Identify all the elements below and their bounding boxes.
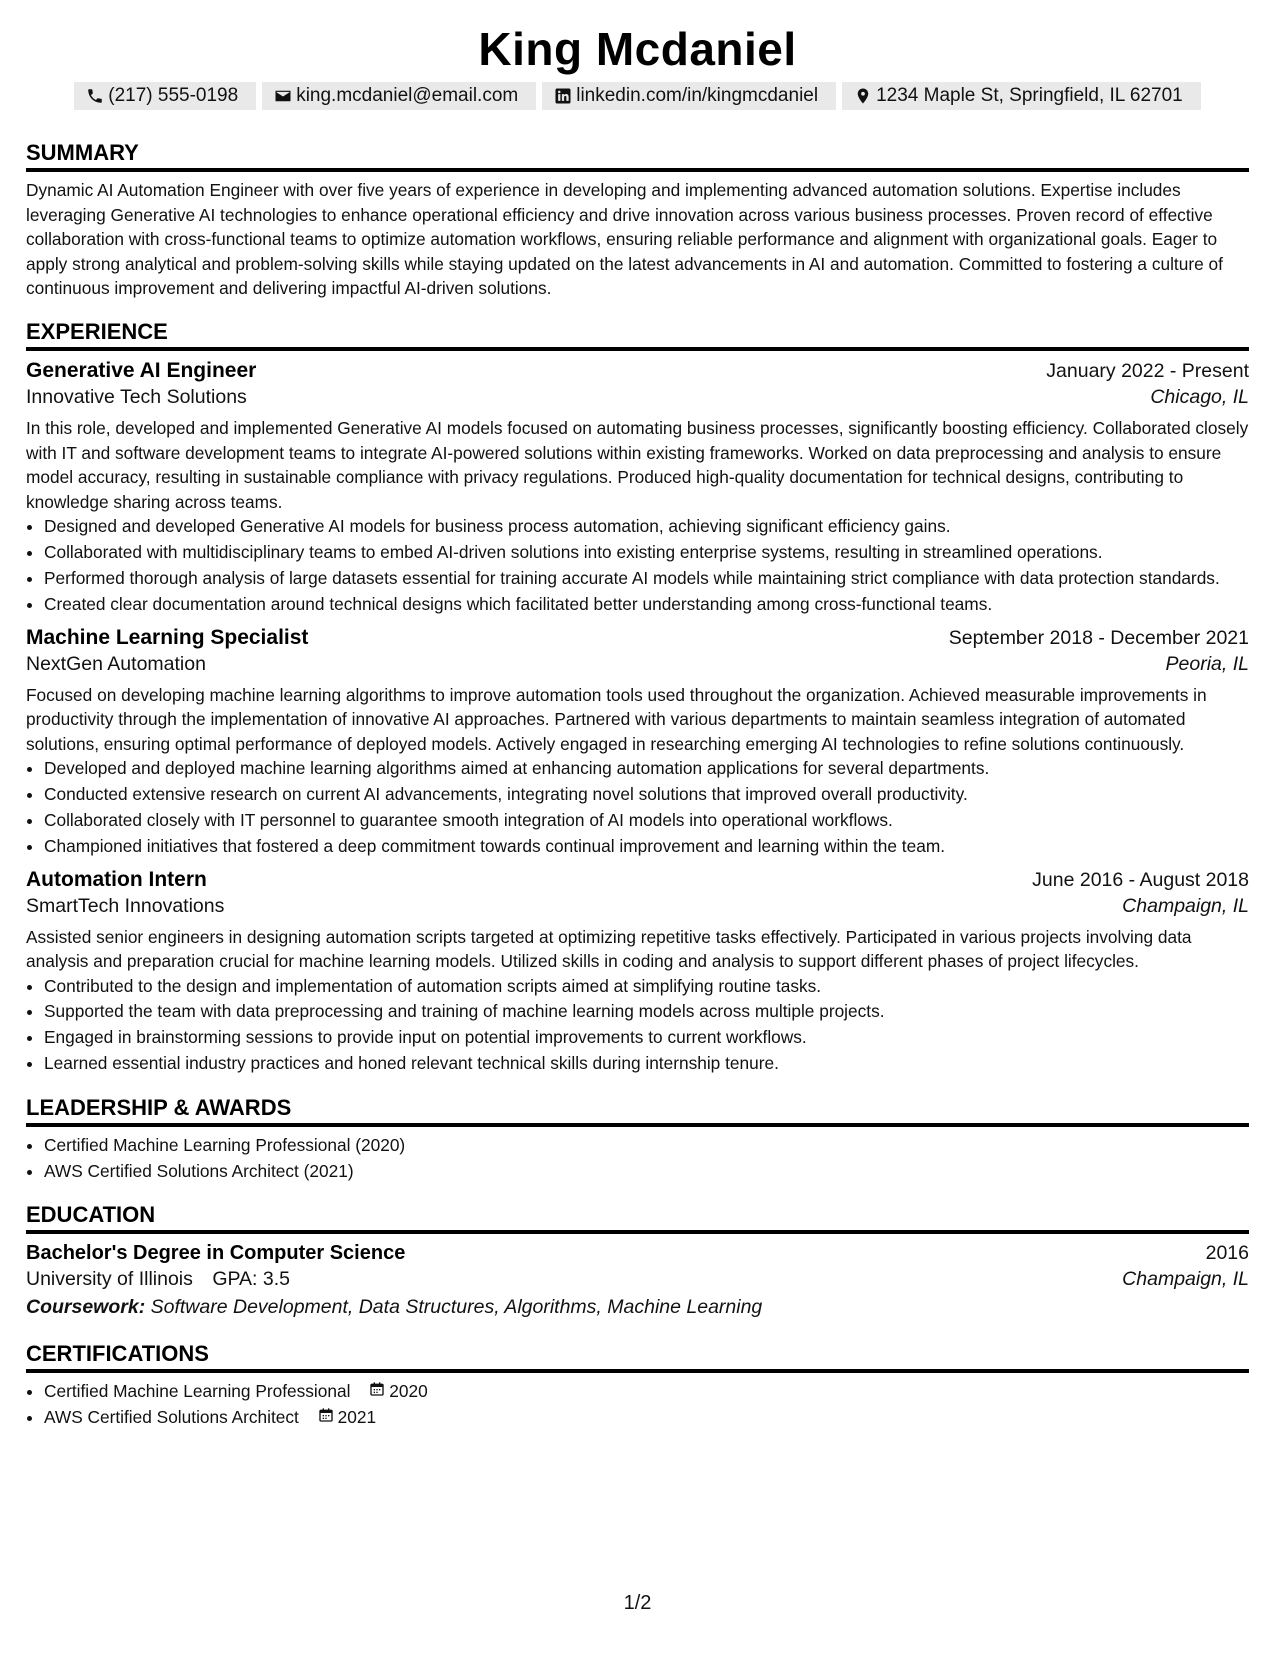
resume-page [0, 22, 1275, 1431]
coursework-label: Coursework: [26, 1296, 146, 1319]
awards-list [26, 1133, 1249, 1185]
gpa: GPA: 3.5 [212, 1268, 290, 1291]
certifications-list [26, 1379, 1249, 1431]
summary-text: Dynamic AI Automation Engineer with over five years of experience in developing and implementing advanced automation solutions. Expertise includes leveraging Generative AI technologies to enhance operational efficiency and drive innovation across various business processes. Proven record of effective collaboration with cross-functional teams to optimize automation workflows, ensuring reliable performance and alignment with organizational goals. Eager to apply strong analytical and problem-solving skills while staying updated on the latest advancements in AI and automation. Committed to fostering a culture of continuous improvement and delivering impactful AI-driven solutions. [26, 180, 1223, 299]
education-heading: EDUCATION [26, 1202, 1249, 1234]
list-item: • Performed thorough analysis of large datasets essential for training accurate AI models while maintaining strict compliance with data protection standards. [44, 566, 1249, 592]
list-item: • Developed and deployed machine learning algorithms aimed at enhancing automation applications for several departments. [44, 756, 1249, 782]
contact-address [842, 82, 1201, 110]
certification-year: 2020 [389, 1381, 428, 1402]
certification-name: Certified Machine Learning Professional [44, 1381, 351, 1402]
company-name: NextGen Automation [26, 652, 206, 675]
job-bullets [26, 514, 1249, 617]
list-item: • AWS Certified Solutions Architect (2021) [44, 1159, 1249, 1185]
degree-title: Bachelor's Degree in Computer Science [26, 1242, 406, 1265]
list-item: • Contributed to the design and implementation of automation scripts aimed at simplifying routine tasks. [44, 974, 1249, 1000]
candidate-name: King Mcdaniel [478, 23, 797, 75]
list-item: • Learned essential industry practices and honed relevant technical skills during internship tenure. [44, 1051, 1249, 1077]
envelope-icon [274, 87, 292, 105]
job-description: In this role, developed and implemented Generative AI models focused on automating business processes, significantly boosting efficiency. Collaborated closely with IT and software development teams to integrate AI-powered solutions within existing frameworks. Worked on data preprocessing and analysis to ensure model accuracy, resulting in sustainable compliance with privacy regulations. Produced high-quality documentation for technical designs, contributing to knowledge sharing across teams. [26, 417, 1249, 512]
job-title: Machine Learning Specialist [26, 625, 309, 649]
job-bullets [26, 974, 1249, 1077]
linkedin-icon [554, 87, 572, 105]
contact-phone[interactable] [74, 82, 256, 110]
summary-heading: SUMMARY [26, 140, 1249, 172]
job-dates: June 2016 - August 2018 [1032, 868, 1249, 891]
awards-heading: LEADERSHIP & AWARDS [26, 1095, 1249, 1127]
job-location: Peoria, IL [1165, 652, 1249, 675]
calendar-icon [318, 1405, 334, 1431]
list-item: • Certified Machine Learning Professional (2020) [44, 1133, 1249, 1159]
job-location: Champaign, IL [1122, 894, 1249, 917]
list-item: • Collaborated with multidisciplinary teams to embed AI-driven solutions into existing enterprise systems, resulting in streamlined operations. [44, 540, 1249, 566]
list-item: • Championed initiatives that fostered a deep commitment towards continual improvement and learning within the team. [44, 834, 1249, 860]
experience-heading: EXPERIENCE [26, 319, 1249, 351]
job-entry [26, 626, 1249, 860]
address-text: 1234 Maple St, Springfield, IL 62701 [876, 85, 1183, 106]
job-title: Generative AI Engineer [26, 358, 257, 382]
calendar-icon [369, 1379, 385, 1405]
list-item: • Conducted extensive research on current AI advancements, integrating novel solutions that improved overall productivity. [44, 782, 1249, 808]
school-name: University of Illinois [26, 1268, 193, 1291]
job-entry [26, 359, 1249, 618]
map-pin-icon [854, 87, 872, 105]
school-location: Champaign, IL [1122, 1268, 1249, 1291]
job-description: Assisted senior engineers in designing automation scripts targeted at optimizing repetitive tasks effectively. Participated in various projects involving data analysis and preparation crucial for machine learning models. Utilized skills in coding and analysis to support different phases of project lifecycles. [26, 926, 1192, 972]
coursework [26, 1296, 1249, 1319]
phone-icon [86, 87, 104, 105]
certification-year: 2021 [337, 1407, 377, 1428]
job-dates: January 2022 - Present [1046, 359, 1249, 382]
list-item: • Designed and developed Generative AI models for business process automation, achieving significant efficiency gains. [44, 514, 1249, 540]
page-number: 1/2 [623, 1592, 652, 1614]
contact-bar [26, 82, 1249, 110]
list-item: • Collaborated closely with IT personnel to guarantee smooth integration of AI models into operational workflows. [44, 808, 1249, 834]
list-item [44, 1379, 1249, 1405]
contact-email[interactable] [262, 82, 536, 110]
list-item: • Engaged in brainstorming sessions to provide input on potential improvements to current workflows. [44, 1025, 1249, 1051]
job-entry [26, 868, 1249, 1077]
list-item: • Supported the team with data preprocessing and training of machine learning models across multiple projects. [44, 999, 1249, 1025]
contact-linkedin[interactable] [542, 82, 836, 110]
coursework-list: Software Development, Data Structures, Algorithms, Machine Learning [150, 1296, 763, 1319]
certifications-heading: CERTIFICATIONS [26, 1341, 1249, 1373]
company-name: SmartTech Innovations [26, 894, 225, 917]
linkedin-text: linkedin.com/in/kingmcdaniel [576, 85, 819, 106]
company-name: Innovative Tech Solutions [26, 385, 247, 408]
graduation-year: 2016 [1205, 1242, 1249, 1265]
job-location: Chicago, IL [1150, 385, 1249, 408]
phone-text: (217) 555-0198 [108, 85, 239, 106]
job-description: Focused on developing machine learning algorithms to improve automation tools used throughout the organization. Achieved measurable improvements in productivity through the implementation of innovative AI approaches. Partnered with various departments to maintain seamless integration of automated solutions, ensuring optimal performance of deployed models. Actively engaged in researching emerging AI technologies to refine solutions continuously. [26, 684, 1207, 754]
job-bullets [26, 756, 1249, 859]
certification-name: AWS Certified Solutions Architect [44, 1407, 299, 1428]
job-dates: September 2018 - December 2021 [948, 626, 1249, 649]
list-item [44, 1405, 1249, 1431]
email-text: king.mcdaniel@email.com [296, 85, 519, 106]
job-title: Automation Intern [26, 867, 207, 891]
list-item: • Created clear documentation around technical designs which facilitated better understanding among cross-functional teams. [44, 592, 1249, 618]
